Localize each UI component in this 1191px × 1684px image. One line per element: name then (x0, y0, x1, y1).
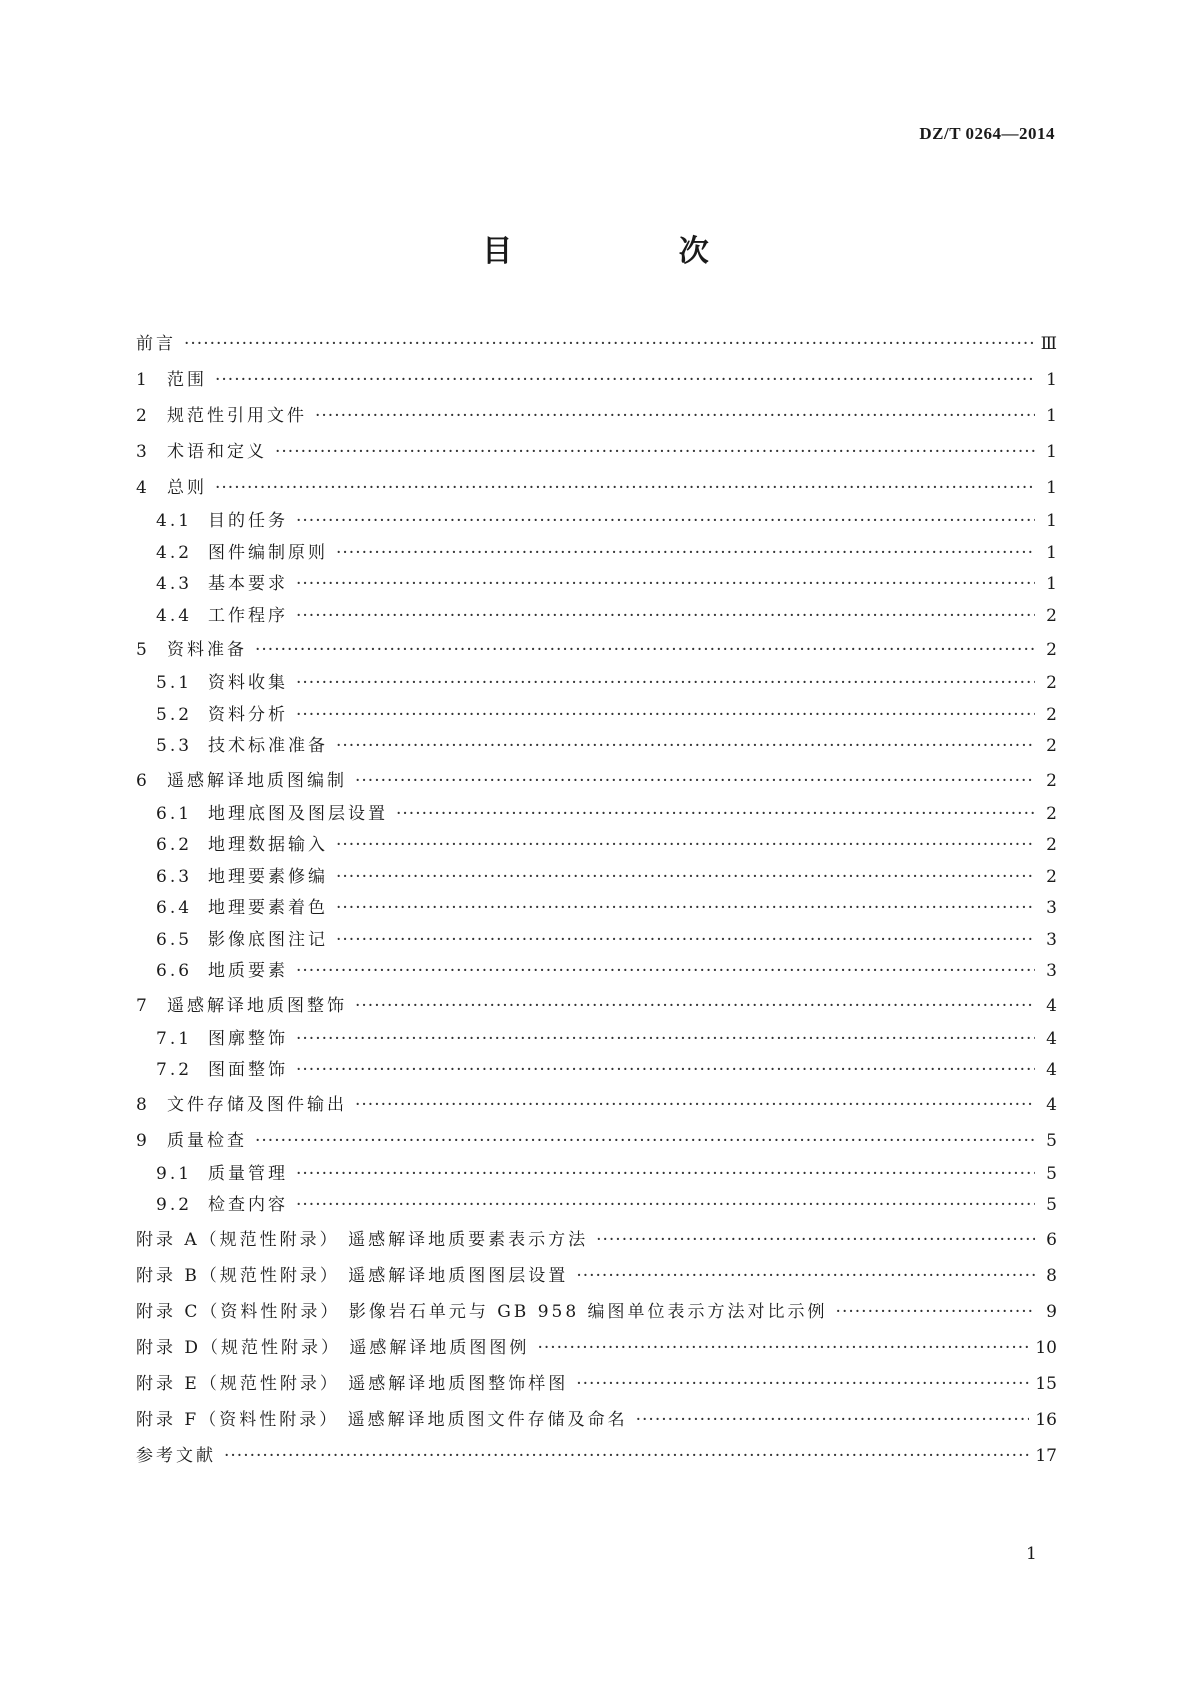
toc-entry[interactable] (136, 538, 1057, 570)
toc-entry-page: 3 (1046, 961, 1057, 981)
toc-entry[interactable] (136, 601, 1057, 633)
toc-entry-number: 6.4 (156, 898, 193, 918)
toc-entry-page: 2 (1046, 866, 1057, 887)
toc-entry[interactable] (136, 668, 1057, 700)
table-of-contents (136, 326, 1057, 1474)
toc-entry-label: 附录 B（规范性附录） 遥感解译地质图图层设置 (136, 1265, 569, 1286)
toc-entry-label: 附录 D（规范性附录） 遥感解译地质图图例 (136, 1337, 530, 1358)
toc-entry[interactable] (136, 326, 1057, 362)
toc-entry-label: 图件编制原则 (208, 542, 328, 563)
toc-entry-label: 附录 C（资料性附录） 影像岩石单元与 GB 958 编图单位表示方法对比示例 (136, 1301, 828, 1322)
toc-dot-leader (296, 1055, 1035, 1087)
toc-dot-leader (296, 700, 1035, 732)
toc-entry-number: 9.1 (156, 1163, 193, 1184)
toc-entry-page: 2 (1046, 673, 1057, 693)
toc-entry[interactable] (136, 956, 1057, 988)
toc-entry-page: 1 (1046, 478, 1057, 498)
toc-entry[interactable] (136, 1123, 1057, 1159)
toc-entry[interactable] (136, 1087, 1057, 1123)
toc-dot-leader (355, 763, 1035, 799)
toc-entry-number: 6.6 (156, 961, 193, 981)
toc-dot-leader (336, 893, 1035, 925)
toc-entry-label: 图廓整饰 (208, 1028, 288, 1049)
toc-entry-number: 4.2 (156, 542, 193, 563)
toc-dot-leader (296, 1159, 1035, 1191)
toc-entry-label: 总则 (167, 478, 207, 498)
toc-entry-label: 附录 F（资料性附录） 遥感解译地质图文件存储及命名 (136, 1409, 628, 1430)
toc-entry[interactable] (136, 569, 1057, 601)
toc-dot-leader (296, 506, 1035, 538)
toc-entry-label: 附录 A（规范性附录） 遥感解译地质要素表示方法 (136, 1229, 589, 1250)
toc-entry-page: 2 (1046, 704, 1057, 725)
toc-entry-number: 4.3 (156, 574, 193, 594)
toc-entry-page: Ⅲ (1040, 334, 1057, 354)
toc-entry-label: 检查内容 (208, 1195, 288, 1215)
toc-entry-label: 目的任务 (208, 511, 288, 531)
toc-dot-leader (275, 434, 1035, 470)
standard-code: DZ/T 0264—2014 (919, 124, 1055, 143)
toc-entry-page: 6 (1046, 1229, 1057, 1250)
toc-dot-leader (215, 470, 1035, 506)
toc-entry[interactable] (136, 1258, 1057, 1294)
toc-entry-page: 4 (1046, 1094, 1057, 1115)
toc-entry-label: 地理要素着色 (208, 898, 328, 918)
toc-entry-page: 1 (1046, 574, 1057, 594)
toc-entry-page: 5 (1046, 1130, 1057, 1151)
toc-entry-number: 6.5 (156, 929, 193, 950)
toc-entry-number: 7.1 (156, 1028, 193, 1049)
toc-entry-label: 范围 (167, 370, 207, 390)
toc-entry-page: 5 (1046, 1195, 1057, 1215)
toc-entry[interactable] (136, 362, 1057, 398)
toc-dot-leader (255, 1123, 1035, 1159)
toc-entry[interactable] (136, 632, 1057, 668)
toc-dot-leader (336, 925, 1035, 957)
toc-entry-page: 1 (1046, 511, 1057, 531)
toc-entry[interactable] (136, 700, 1057, 732)
toc-entry[interactable] (136, 398, 1057, 434)
toc-dot-leader (336, 538, 1035, 570)
toc-entry-page: 15 (1035, 1373, 1057, 1394)
toc-entry[interactable] (136, 1055, 1057, 1087)
toc-entry-page: 4 (1046, 995, 1057, 1016)
toc-entry[interactable] (136, 731, 1057, 763)
toc-entry-number: 2 (136, 406, 147, 426)
toc-entry-label: 地理数据输入 (208, 835, 328, 855)
toc-entry[interactable] (136, 1366, 1057, 1402)
toc-dot-leader (315, 398, 1035, 434)
toc-entry[interactable] (136, 763, 1057, 799)
toc-entry[interactable] (136, 988, 1057, 1024)
toc-entry-page: 2 (1046, 770, 1057, 791)
toc-entry-number: 6.2 (156, 835, 193, 855)
toc-entry-page: 2 (1046, 605, 1057, 626)
toc-entry-label: 规范性引用文件 (167, 406, 307, 426)
toc-entry-page: 3 (1046, 929, 1057, 950)
toc-entry-number: 5.3 (156, 736, 193, 756)
toc-entry-label: 附录 E（规范性附录） 遥感解译地质图整饰样图 (136, 1373, 569, 1394)
toc-entry[interactable] (136, 862, 1057, 894)
toc-entry-number: 3 (136, 442, 147, 462)
toc-entry-number: 6.1 (156, 803, 193, 824)
toc-entry-number: 9 (136, 1130, 147, 1151)
toc-entry-number: 5 (136, 640, 147, 660)
toc-entry-number: 6 (136, 770, 147, 791)
toc-entry-page: 9 (1046, 1301, 1057, 1322)
toc-dot-leader (355, 988, 1035, 1024)
toc-entry-page: 17 (1035, 1445, 1057, 1466)
toc-entry[interactable] (136, 1159, 1057, 1191)
toc-dot-leader (296, 1190, 1035, 1222)
toc-dot-leader (336, 862, 1035, 894)
toc-entry-number: 4.4 (156, 605, 193, 626)
toc-entry-page: 1 (1046, 542, 1057, 563)
toc-entry-label: 前言 (136, 334, 176, 354)
page-number: 1 (1026, 1544, 1037, 1564)
toc-dot-leader (576, 1366, 1029, 1402)
toc-entry-page: 8 (1046, 1265, 1057, 1286)
toc-entry[interactable] (136, 1438, 1057, 1474)
toc-entry[interactable] (136, 799, 1057, 831)
toc-entry[interactable] (136, 470, 1057, 506)
toc-entry-page: 2 (1046, 803, 1057, 824)
toc-entry-label: 技术标准准备 (208, 736, 328, 756)
toc-entry-number: 8 (136, 1094, 147, 1115)
toc-entry-label: 资料收集 (208, 673, 288, 693)
toc-entry-label: 基本要求 (208, 574, 288, 594)
toc-entry-label: 质量检查 (167, 1130, 247, 1151)
toc-entry-number: 5.1 (156, 673, 193, 693)
toc-entry-label: 地质要素 (208, 961, 288, 981)
toc-entry[interactable] (136, 1024, 1057, 1056)
toc-dot-leader (836, 1294, 1035, 1330)
toc-entry-number: 1 (136, 370, 147, 390)
toc-entry-page: 1 (1046, 406, 1057, 426)
toc-entry-number: 4.1 (156, 511, 193, 531)
toc-entry-label: 地理底图及图层设置 (208, 803, 388, 824)
toc-entry-page: 16 (1035, 1409, 1057, 1430)
toc-dot-leader (396, 799, 1035, 831)
toc-dot-leader (355, 1087, 1035, 1123)
toc-entry-number: 9.2 (156, 1195, 193, 1215)
toc-entry[interactable] (136, 1190, 1057, 1222)
toc-entry[interactable] (136, 1402, 1057, 1438)
toc-dot-leader (184, 326, 1035, 362)
toc-entry-page: 1 (1046, 370, 1057, 390)
toc-dot-leader (296, 569, 1035, 601)
toc-entry-label: 工作程序 (208, 605, 288, 626)
toc-entry-label: 术语和定义 (167, 442, 267, 462)
toc-entry[interactable] (136, 830, 1057, 862)
toc-entry-page: 4 (1046, 1028, 1057, 1049)
toc-dot-leader (215, 362, 1035, 398)
toc-entry-page: 2 (1046, 736, 1057, 756)
toc-entry-page: 3 (1046, 898, 1057, 918)
toc-entry[interactable] (136, 1330, 1057, 1366)
toc-entry-label: 遥感解译地质图编制 (167, 770, 347, 791)
toc-entry[interactable] (136, 434, 1057, 470)
toc-dot-leader (296, 668, 1035, 700)
toc-entry-label: 资料分析 (208, 704, 288, 725)
toc-title-left: 目 (482, 234, 513, 269)
toc-entry-number: 7 (136, 995, 147, 1016)
toc-title-right: 次 (678, 234, 709, 269)
toc-dot-leader (255, 632, 1035, 668)
toc-entry-label: 地理要素修编 (208, 866, 328, 887)
toc-dot-leader (296, 1024, 1035, 1056)
toc-entry-page: 4 (1046, 1060, 1057, 1080)
toc-entry-page: 10 (1035, 1337, 1057, 1358)
toc-dot-leader (224, 1438, 1029, 1474)
toc-entry[interactable] (136, 1294, 1057, 1330)
toc-dot-leader (336, 731, 1035, 763)
toc-dot-leader (576, 1258, 1035, 1294)
toc-entry-number: 5.2 (156, 704, 193, 725)
toc-entry-number: 6.3 (156, 866, 193, 887)
toc-entry-page: 1 (1046, 442, 1057, 462)
toc-entry-label: 质量管理 (208, 1163, 288, 1184)
toc-entry-page: 2 (1046, 640, 1057, 660)
toc-entry[interactable] (136, 1222, 1057, 1258)
toc-entry-number: 7.2 (156, 1060, 193, 1080)
toc-entry-page: 5 (1046, 1163, 1057, 1184)
toc-entry-page: 2 (1046, 835, 1057, 855)
toc-dot-leader (296, 601, 1035, 633)
toc-entry[interactable] (136, 925, 1057, 957)
toc-dot-leader (537, 1330, 1029, 1366)
toc-entry-label: 参考文献 (136, 1445, 216, 1466)
toc-entry-label: 文件存储及图件输出 (167, 1094, 347, 1115)
toc-title (0, 226, 1191, 270)
toc-entry[interactable] (136, 893, 1057, 925)
toc-entry-number: 4 (136, 478, 147, 498)
toc-dot-leader (336, 830, 1035, 862)
toc-entry-label: 图面整饰 (208, 1060, 288, 1080)
toc-entry[interactable] (136, 506, 1057, 538)
toc-dot-leader (596, 1222, 1035, 1258)
toc-dot-leader (296, 956, 1035, 988)
toc-dot-leader (636, 1402, 1030, 1438)
toc-entry-label: 资料准备 (167, 640, 247, 660)
toc-entry-label: 遥感解译地质图整饰 (167, 995, 347, 1016)
toc-entry-label: 影像底图注记 (208, 929, 328, 950)
